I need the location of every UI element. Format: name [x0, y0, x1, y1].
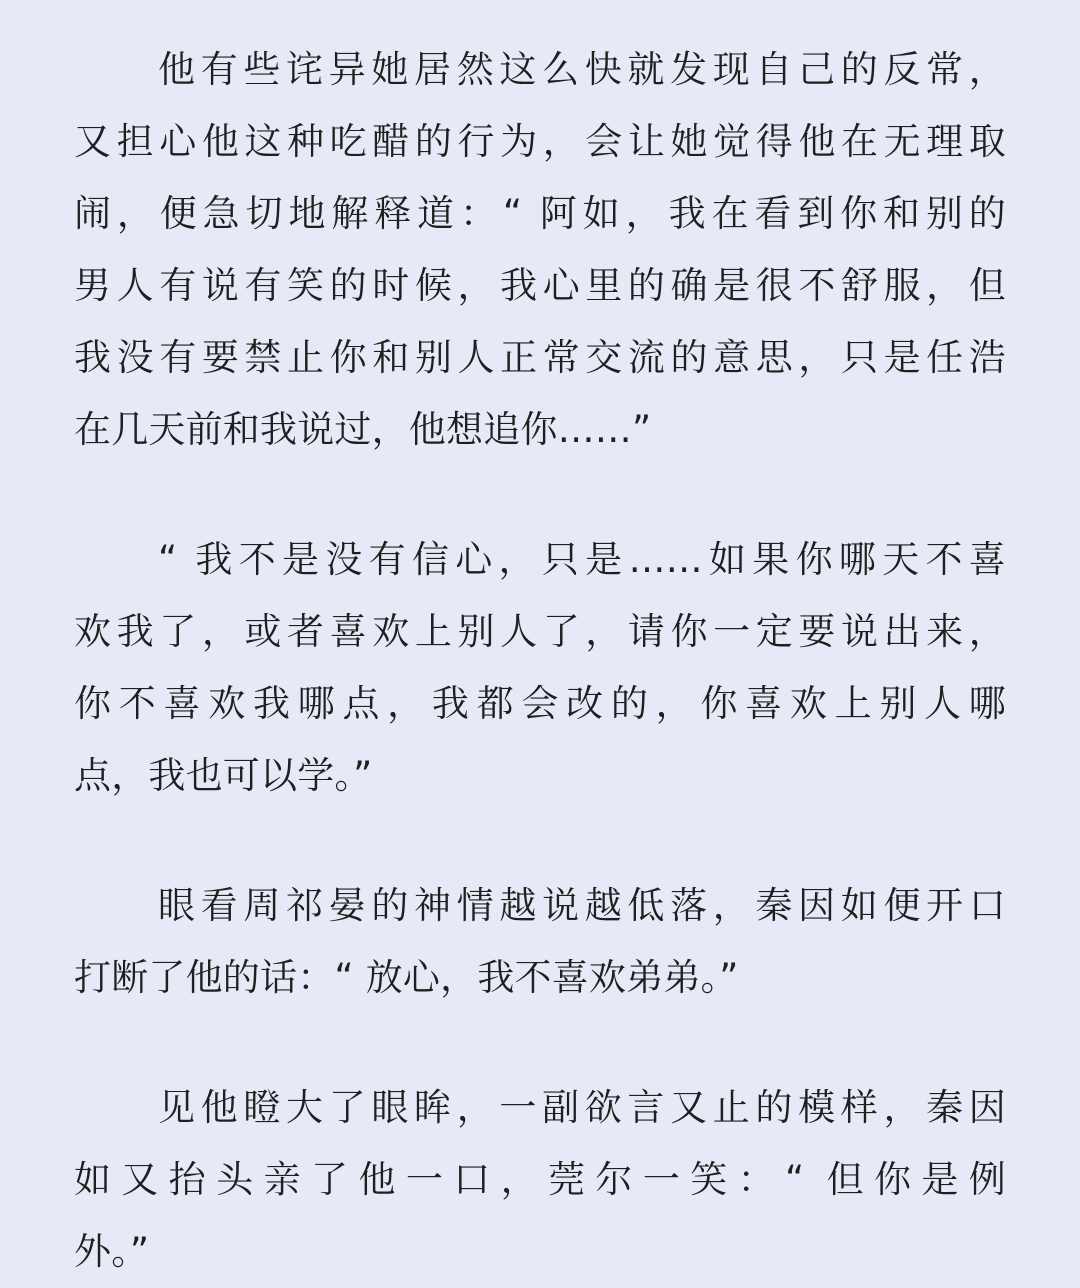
text-line: 又担心他这种吃醋的行为，会让她觉得他在无理取	[74, 120, 1006, 163]
text-line: “ 我不是没有信心，只是……如果你哪天不喜	[158, 538, 1006, 581]
text-line: 闹，便急切地解释道：“ 阿如，我在看到你和别的	[74, 192, 1006, 235]
text-line: 点，我也可以学。”	[74, 754, 373, 797]
text-line: 欢我了，或者喜欢上别人了，请你一定要说出来，	[74, 610, 1006, 653]
text-line: 你不喜欢我哪点，我都会改的，你喜欢上别人哪	[74, 682, 1006, 725]
text-line: 打断了他的话：“ 放心，我不喜欢弟弟。”	[74, 956, 739, 999]
text-line: 见他瞪大了眼眸，一副欲言又止的模样，秦因	[158, 1086, 1006, 1129]
text-line: 在几天前和我说过，他想追你……”	[74, 408, 652, 451]
text-line: 男人有说有笑的时候，我心里的确是很不舒服，但	[74, 264, 1006, 307]
paragraph-4	[74, 1072, 1006, 1288]
text-line: 我没有要禁止你和别人正常交流的意思，只是任浩	[74, 336, 1006, 379]
text-line: 他有些诧异她居然这么快就发现自己的反常，	[158, 48, 1006, 91]
paragraph-1	[74, 34, 1006, 466]
text-line: 眼看周祁晏的神情越说越低落，秦因如便开口	[158, 884, 1006, 927]
text-line: 如又抬头亲了他一口，莞尔一笑：“ 但你是例	[74, 1158, 1006, 1201]
paragraph-2	[74, 524, 1006, 812]
paragraph-3	[74, 870, 1006, 1014]
text-line: 外。”	[74, 1230, 150, 1273]
